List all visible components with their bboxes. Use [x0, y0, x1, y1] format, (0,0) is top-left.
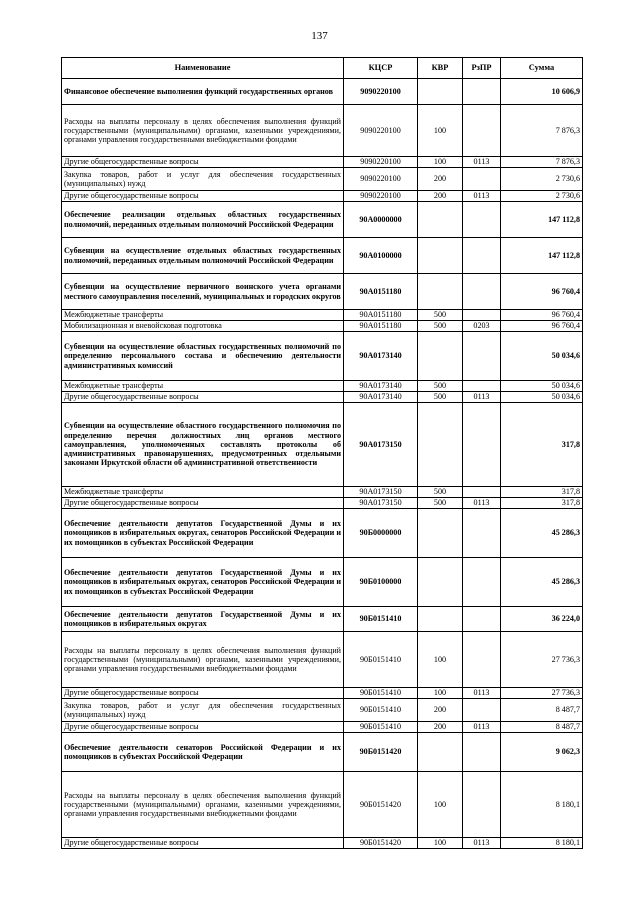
table-row: [62, 403, 583, 487]
cell-name: Обеспечение деятельности депутатов Государственной Думы и их помощников в избирательных округах, сенаторов Российской Федерации и их помощников в субъектах Российской Федерации: [62, 558, 344, 607]
table-row: [62, 487, 583, 498]
cell-kcsr: 90А0173150: [344, 487, 418, 498]
cell-sum: 317,8: [501, 487, 583, 498]
cell-kvr: [418, 403, 463, 487]
cell-sum: 9 062,3: [501, 733, 583, 772]
cell-kcsr: 9090220100: [344, 105, 418, 157]
cell-name: Межбюджетные трансферты: [62, 310, 344, 321]
cell-name: Другие общегосударственные вопросы: [62, 157, 344, 168]
cell-kvr: [418, 79, 463, 105]
cell-name: Субвенции на осуществление областных государственных полномочий по определению персонального состава и обеспечению деятельности административных комиссий: [62, 332, 344, 381]
cell-kvr: 500: [418, 392, 463, 403]
cell-kvr: 200: [418, 191, 463, 202]
cell-kvr: 200: [418, 722, 463, 733]
cell-kvr: 500: [418, 310, 463, 321]
cell-rzpr: [463, 381, 501, 392]
table-row: [62, 310, 583, 321]
cell-sum: 27 736,3: [501, 688, 583, 699]
table-row: [62, 498, 583, 509]
cell-rzpr: [463, 772, 501, 838]
cell-kvr: 100: [418, 632, 463, 688]
cell-rzpr: 0113: [463, 498, 501, 509]
cell-kcsr: 90А0173140: [344, 392, 418, 403]
cell-kcsr: 90Б0151410: [344, 722, 418, 733]
budget-table: [61, 57, 583, 849]
cell-sum: 36 224,0: [501, 607, 583, 632]
cell-name: Межбюджетные трансферты: [62, 487, 344, 498]
cell-kvr: [418, 238, 463, 274]
table-row: [62, 202, 583, 238]
cell-kvr: 500: [418, 498, 463, 509]
cell-rzpr: [463, 403, 501, 487]
cell-kvr: 100: [418, 157, 463, 168]
cell-rzpr: [463, 79, 501, 105]
cell-rzpr: [463, 105, 501, 157]
cell-rzpr: 0113: [463, 157, 501, 168]
table-row: [62, 381, 583, 392]
cell-kcsr: 90Б0151410: [344, 632, 418, 688]
cell-kvr: 100: [418, 688, 463, 699]
cell-rzpr: [463, 632, 501, 688]
cell-sum: 96 760,4: [501, 274, 583, 310]
table-row: [62, 157, 583, 168]
cell-name: Мобилизационная и вневойсковая подготовка: [62, 321, 344, 332]
cell-sum: 10 606,9: [501, 79, 583, 105]
cell-sum: 27 736,3: [501, 632, 583, 688]
cell-name: Обеспечение деятельности депутатов Государственной Думы и их помощников в избирательных округах, сенаторов Российской Федерации и их помощников в субъектах Российской Федерации: [62, 509, 344, 558]
cell-name: Финансовое обеспечение выполнения функций государственных органов: [62, 79, 344, 105]
cell-sum: 147 112,8: [501, 238, 583, 274]
cell-rzpr: [463, 733, 501, 772]
cell-name: Другие общегосударственные вопросы: [62, 722, 344, 733]
cell-name: Другие общегосударственные вопросы: [62, 838, 344, 849]
table-row: [62, 168, 583, 191]
table-row: [62, 79, 583, 105]
cell-sum: 8 487,7: [501, 699, 583, 722]
cell-name: Межбюджетные трансферты: [62, 381, 344, 392]
cell-name: Другие общегосударственные вопросы: [62, 191, 344, 202]
column-header-sum: Сумма: [501, 58, 583, 79]
cell-rzpr: 0113: [463, 392, 501, 403]
cell-name: Расходы на выплаты персоналу в целях обеспечения выполнения функций государственными (муниципальными) органами, казенными учреждениями, органами управления государственными внебюджетными фондами: [62, 632, 344, 688]
column-header-kvr: КВР: [418, 58, 463, 79]
table-row: [62, 699, 583, 722]
cell-name: Другие общегосударственные вопросы: [62, 688, 344, 699]
cell-kcsr: 90Б0100000: [344, 558, 418, 607]
cell-kvr: [418, 332, 463, 381]
cell-rzpr: [463, 558, 501, 607]
cell-rzpr: [463, 607, 501, 632]
cell-rzpr: [463, 202, 501, 238]
cell-kcsr: 9090220100: [344, 191, 418, 202]
cell-rzpr: [463, 699, 501, 722]
cell-sum: 2 730,6: [501, 168, 583, 191]
cell-sum: 317,8: [501, 403, 583, 487]
column-header-kcsr: КЦСР: [344, 58, 418, 79]
cell-kcsr: 90А0151180: [344, 310, 418, 321]
cell-kvr: 100: [418, 838, 463, 849]
cell-name: Расходы на выплаты персоналу в целях обеспечения выполнения функций государственными (муниципальными) органами, казенными учреждениями, органами управления государственными внебюджетными фондами: [62, 772, 344, 838]
cell-sum: 45 286,3: [501, 558, 583, 607]
cell-rzpr: [463, 168, 501, 191]
cell-rzpr: [463, 487, 501, 498]
cell-name: Обеспечение деятельности сенаторов Российской Федерации и их помощников в субъектах Российской Федерации: [62, 733, 344, 772]
cell-kcsr: 90А0151180: [344, 274, 418, 310]
cell-kvr: 500: [418, 381, 463, 392]
cell-kcsr: 9090220100: [344, 168, 418, 191]
cell-sum: 317,8: [501, 498, 583, 509]
table-row: [62, 632, 583, 688]
cell-name: Субвенции на осуществление областного государственного полномочия по определению перечня должностных лиц органов местного самоуправления, уполномоченных составлять протоколы об административных правонарушениях, предусмотренных отдельными законами Иркутской области об административной ответственности: [62, 403, 344, 487]
cell-kcsr: 90А0173150: [344, 498, 418, 509]
cell-sum: 45 286,3: [501, 509, 583, 558]
cell-kvr: [418, 558, 463, 607]
cell-name: Другие общегосударственные вопросы: [62, 498, 344, 509]
table-row: [62, 607, 583, 632]
cell-sum: 50 034,6: [501, 332, 583, 381]
cell-kvr: [418, 202, 463, 238]
cell-kcsr: 90Б0151420: [344, 838, 418, 849]
cell-kcsr: 90Б0151420: [344, 772, 418, 838]
table-row: [62, 838, 583, 849]
cell-kvr: 200: [418, 699, 463, 722]
cell-name: Расходы на выплаты персоналу в целях обеспечения выполнения функций государственными (муниципальными) органами, казенными учреждениями, органами управления государственными внебюджетными фондами: [62, 105, 344, 157]
table-header-row: [62, 58, 583, 79]
cell-kcsr: 9090220100: [344, 157, 418, 168]
column-header-rzpr: РзПР: [463, 58, 501, 79]
cell-sum: 2 730,6: [501, 191, 583, 202]
table-row: [62, 105, 583, 157]
cell-kvr: 100: [418, 105, 463, 157]
cell-kvr: [418, 607, 463, 632]
cell-kvr: 500: [418, 321, 463, 332]
cell-kvr: 100: [418, 772, 463, 838]
cell-kvr: [418, 274, 463, 310]
cell-rzpr: [463, 310, 501, 321]
cell-kvr: [418, 733, 463, 772]
cell-rzpr: [463, 238, 501, 274]
table-row: [62, 191, 583, 202]
table-row: [62, 688, 583, 699]
cell-name: Другие общегосударственные вопросы: [62, 392, 344, 403]
cell-kcsr: 90Б0151410: [344, 699, 418, 722]
table-row: [62, 509, 583, 558]
cell-rzpr: [463, 274, 501, 310]
cell-name: Субвенции на осуществление отдельных областных государственных полномочий, переданных отдельным полномочий Российской Федерации: [62, 238, 344, 274]
cell-kcsr: 90А0173140: [344, 381, 418, 392]
cell-sum: 7 876,3: [501, 105, 583, 157]
cell-name: Обеспечение реализации отдельных областных государственных полномочий, переданных отдельным полномочий Российской Федерации: [62, 202, 344, 238]
cell-rzpr: 0113: [463, 838, 501, 849]
table-row: [62, 722, 583, 733]
cell-sum: 147 112,8: [501, 202, 583, 238]
cell-sum: 96 760,4: [501, 321, 583, 332]
cell-kcsr: 90А0100000: [344, 238, 418, 274]
cell-kcsr: 90Б0151410: [344, 688, 418, 699]
cell-sum: 7 876,3: [501, 157, 583, 168]
table-row: [62, 238, 583, 274]
table-row: [62, 733, 583, 772]
cell-rzpr: 0113: [463, 688, 501, 699]
cell-rzpr: 0203: [463, 321, 501, 332]
cell-kcsr: 90А0173150: [344, 403, 418, 487]
cell-kcsr: 90Б0151410: [344, 607, 418, 632]
cell-name: Закупка товаров, работ и услуг для обеспечения государственных (муниципальных) нужд: [62, 168, 344, 191]
cell-kcsr: 90А0173140: [344, 332, 418, 381]
cell-sum: 50 034,6: [501, 381, 583, 392]
cell-rzpr: [463, 332, 501, 381]
cell-kcsr: 90Б0151420: [344, 733, 418, 772]
cell-name: Закупка товаров, работ и услуг для обеспечения государственных (муниципальных) нужд: [62, 699, 344, 722]
table-row: [62, 392, 583, 403]
cell-name: Субвенции на осуществление первичного воинского учета органами местного самоуправления поселений, муниципальных и городских округов: [62, 274, 344, 310]
cell-sum: 8 487,7: [501, 722, 583, 733]
cell-sum: 50 034,6: [501, 392, 583, 403]
table-body: [62, 79, 583, 849]
cell-name: Обеспечение деятельности депутатов Государственной Думы и их помощников в избирательных округах: [62, 607, 344, 632]
cell-kcsr: 90А0151180: [344, 321, 418, 332]
cell-sum: 96 760,4: [501, 310, 583, 321]
table-row: [62, 558, 583, 607]
table-row: [62, 332, 583, 381]
cell-rzpr: 0113: [463, 722, 501, 733]
cell-kcsr: 90Б0000000: [344, 509, 418, 558]
cell-kcsr: 90А0000000: [344, 202, 418, 238]
cell-kvr: 200: [418, 168, 463, 191]
cell-kcsr: 9090220100: [344, 79, 418, 105]
cell-kvr: 500: [418, 487, 463, 498]
table-row: [62, 321, 583, 332]
page-number: 137: [311, 30, 328, 42]
cell-kvr: [418, 509, 463, 558]
cell-rzpr: 0113: [463, 191, 501, 202]
cell-sum: 8 180,1: [501, 838, 583, 849]
cell-rzpr: [463, 509, 501, 558]
cell-sum: 8 180,1: [501, 772, 583, 838]
table-row: [62, 274, 583, 310]
table-row: [62, 772, 583, 838]
column-header-name: Наименование: [62, 58, 344, 79]
